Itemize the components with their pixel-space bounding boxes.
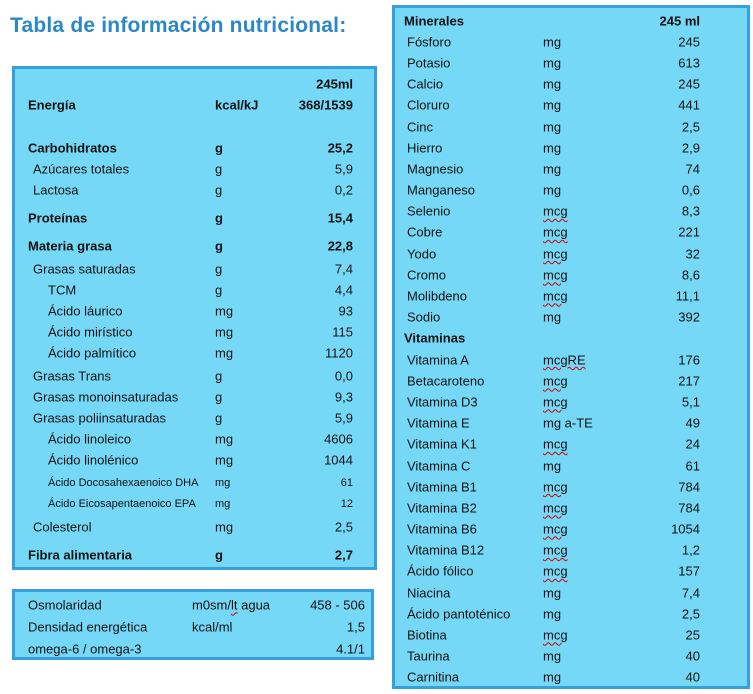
row-label: Vitamina C xyxy=(407,458,471,474)
row-value: 1054 xyxy=(671,521,700,537)
row-unit: kcal/kJ xyxy=(215,97,259,112)
row-unit: mg xyxy=(215,324,234,339)
main-table-rows xyxy=(15,94,374,565)
table-row xyxy=(395,116,747,137)
row-unit: g xyxy=(215,238,223,253)
row-unit: mg xyxy=(215,345,234,360)
table-row xyxy=(395,285,747,306)
table-row xyxy=(395,52,747,73)
row-unit: mcgRE xyxy=(543,352,586,368)
table-row xyxy=(15,428,374,449)
row-label: Fósforo xyxy=(407,34,452,50)
row-unit: mg xyxy=(543,55,562,71)
table-row xyxy=(15,638,371,660)
row-unit: mcg xyxy=(543,479,568,495)
row-value: 2,9 xyxy=(681,140,700,156)
row-value: 0,2 xyxy=(334,182,353,197)
row-unit: mg xyxy=(543,585,562,601)
row-label: Vitamina B6 xyxy=(407,521,477,537)
row-value: 245 xyxy=(678,76,700,92)
row-value: 2,5 xyxy=(681,606,700,622)
row-label: Vitamina B1 xyxy=(407,479,477,495)
row-label: Hierro xyxy=(407,140,443,156)
row-unit: mcg xyxy=(543,203,568,219)
row-label: Ácido palmítico xyxy=(48,345,137,360)
row-label: Magnesio xyxy=(407,161,464,177)
row-value: 0,0 xyxy=(334,368,353,383)
row-label: Calcio xyxy=(407,76,444,92)
row-label: Cobre xyxy=(407,224,443,240)
main-nutrition-table xyxy=(12,66,377,570)
row-unit: mg xyxy=(215,476,231,489)
row-label: Ácido Docosahexaenoico DHA xyxy=(48,476,199,489)
row-label: Fibra alimentaria xyxy=(28,547,133,562)
table-row xyxy=(395,667,747,688)
table-row xyxy=(395,74,747,95)
table-row xyxy=(395,561,747,582)
row-value: 49 xyxy=(685,415,700,431)
table-row xyxy=(15,300,374,321)
table-row xyxy=(15,342,374,363)
row-unit: mcg xyxy=(543,394,568,410)
row-unit: mg xyxy=(215,519,234,534)
row-value: 784 xyxy=(678,479,700,495)
table-row xyxy=(15,365,374,386)
row-value: 5,9 xyxy=(334,161,353,176)
row-label: Lactosa xyxy=(33,182,79,197)
row-label: Vitamina B2 xyxy=(407,500,477,516)
row-label: Ácido linolénico xyxy=(48,452,139,467)
row-label: Densidad energética xyxy=(28,619,148,635)
row-unit: mcg xyxy=(543,521,568,537)
row-value: 2,5 xyxy=(334,519,353,534)
minerals-vitamins-table xyxy=(392,5,750,689)
row-value: 7,4 xyxy=(681,585,700,601)
row-value: 392 xyxy=(678,309,700,325)
table-row xyxy=(15,594,371,616)
row-unit: mg xyxy=(215,431,234,446)
row-label: Cromo xyxy=(407,267,447,283)
row-label: Vitamina B12 xyxy=(407,542,485,558)
row-unit: g xyxy=(215,182,223,197)
row-label: Proteínas xyxy=(28,210,88,225)
table-row xyxy=(395,603,747,624)
row-value: 613 xyxy=(678,55,700,71)
row-value: 458 - 506 xyxy=(310,597,365,613)
row-unit: g xyxy=(215,547,223,562)
row-value: 115 xyxy=(332,324,353,339)
row-unit: mg xyxy=(543,669,562,685)
row-value: 32 xyxy=(685,246,700,262)
row-unit: mg xyxy=(543,140,562,156)
table-row xyxy=(395,646,747,667)
table-row xyxy=(15,407,374,428)
row-value: 1,2 xyxy=(681,542,700,558)
table-row xyxy=(395,95,747,116)
row-unit: mg xyxy=(543,182,562,198)
row-label: Carbohidratos xyxy=(28,140,117,155)
row-unit: mg xyxy=(543,309,562,325)
row-unit: mcg xyxy=(543,373,568,389)
row-label: Vitamina D3 xyxy=(407,394,478,410)
row-label: Vitamina K1 xyxy=(407,436,477,452)
table-header-row xyxy=(15,73,374,94)
table-row xyxy=(395,264,747,285)
row-value: 8,3 xyxy=(681,203,700,219)
row-unit: mg xyxy=(543,648,562,664)
row-label: Ácido pantoténico xyxy=(407,606,511,622)
row-label: Cinc xyxy=(407,119,434,135)
row-unit: mcg xyxy=(543,288,568,304)
table-row xyxy=(15,321,374,342)
row-label: Yodo xyxy=(407,246,437,262)
row-unit: mcg xyxy=(543,436,568,452)
row-value: 441 xyxy=(678,97,700,113)
row-label: TCM xyxy=(48,282,77,297)
row-value: 245 xyxy=(678,34,700,50)
row-unit: mg xyxy=(543,34,562,50)
row-label: Cloruro xyxy=(407,97,450,113)
table-row xyxy=(395,31,747,52)
table-row xyxy=(395,137,747,158)
row-unit: g xyxy=(215,261,223,276)
table-row xyxy=(395,349,747,370)
row-label: Molibdeno xyxy=(407,288,467,304)
row-value: 221 xyxy=(678,224,700,240)
row-value: 4,4 xyxy=(334,282,353,297)
osmolarity-table xyxy=(12,589,374,660)
page-title: Tabla de información nutricional: xyxy=(10,14,347,37)
row-unit: g xyxy=(215,368,223,383)
table-row xyxy=(395,180,747,201)
table-row xyxy=(15,516,374,537)
table-row xyxy=(395,540,747,561)
table-row xyxy=(15,235,374,256)
row-value: 61 xyxy=(685,458,700,474)
table-row xyxy=(395,307,747,328)
row-value: 11,1 xyxy=(675,288,700,304)
row-label: Ácido fólico xyxy=(407,563,474,579)
row-value: 176 xyxy=(678,352,700,368)
row-label: Grasas Trans xyxy=(33,368,112,383)
row-value: 1,5 xyxy=(346,619,365,635)
table-row xyxy=(395,434,747,455)
row-value: 1120 xyxy=(325,345,353,360)
row-label: Vitamina A xyxy=(407,352,469,368)
table-row xyxy=(395,201,747,222)
row-value: 4.1/1 xyxy=(336,641,365,657)
unit-prefix: m0sm/ xyxy=(192,597,231,613)
row-label: Ácido láurico xyxy=(48,303,123,318)
table-row xyxy=(15,137,374,158)
row-value: 5,1 xyxy=(681,394,700,410)
row-unit: mg xyxy=(543,76,562,92)
table-row xyxy=(15,158,374,179)
row-label: Niacina xyxy=(407,585,451,601)
row-label: Carnitina xyxy=(407,669,460,685)
row-value: 157 xyxy=(678,563,700,579)
row-label: Energía xyxy=(28,97,76,112)
row-unit: mcg xyxy=(543,542,568,558)
unit-misspelled-word: lt xyxy=(231,597,238,613)
row-value: 4606 xyxy=(324,431,353,446)
row-unit: mcg xyxy=(543,563,568,579)
row-unit: mg a-TE xyxy=(543,415,593,431)
table-row xyxy=(395,582,747,603)
right-table-rows xyxy=(395,10,747,688)
row-unit: mcg xyxy=(543,246,568,262)
serving-size-header: 245ml xyxy=(316,76,353,91)
row-unit: g xyxy=(215,282,223,297)
table-row xyxy=(15,386,374,407)
row-value: 25,2 xyxy=(327,140,353,155)
row-unit: mg xyxy=(543,161,562,177)
row-label: Biotina xyxy=(407,627,447,643)
row-unit: mg xyxy=(215,497,231,510)
row-value: 12 xyxy=(340,497,353,510)
row-value: 9,3 xyxy=(334,389,353,404)
row-value: 368/1539 xyxy=(298,97,353,112)
row-value: 217 xyxy=(678,373,700,389)
row-unit: mg xyxy=(543,97,562,113)
row-value: 25 xyxy=(685,627,700,643)
table-row xyxy=(15,258,374,279)
table-row xyxy=(395,243,747,264)
table-row xyxy=(15,472,374,493)
row-value: 40 xyxy=(685,669,700,685)
row-value: 40 xyxy=(685,648,700,664)
row-value: 61 xyxy=(340,476,353,489)
table-row xyxy=(15,493,374,514)
table-row xyxy=(395,328,747,349)
row-value: 24 xyxy=(685,436,700,452)
row-value: 22,8 xyxy=(327,238,353,253)
row-label: omega-6 / omega-3 xyxy=(28,641,142,657)
table-row xyxy=(15,449,374,470)
table-row xyxy=(15,179,374,200)
table-row xyxy=(395,476,747,497)
row-label: Osmolaridad xyxy=(28,597,102,613)
table-row xyxy=(395,519,747,540)
row-value: 7,4 xyxy=(334,261,353,276)
row-value: 2,5 xyxy=(681,119,700,135)
table-row xyxy=(395,624,747,645)
row-label: Azúcares totales xyxy=(33,161,130,176)
row-label: Grasas poliinsaturadas xyxy=(33,410,166,425)
row-unit: g xyxy=(215,210,223,225)
row-unit: g xyxy=(215,389,223,404)
row-value: 0,6 xyxy=(681,182,700,198)
row-label: Vitamina E xyxy=(407,415,470,431)
row-unit: mcg xyxy=(543,627,568,643)
row-label: Taurina xyxy=(407,648,450,664)
row-value: 93 xyxy=(338,303,353,318)
row-unit: mcg xyxy=(543,267,568,283)
table-row xyxy=(15,616,371,638)
row-label: Sodio xyxy=(407,309,441,325)
table-row xyxy=(15,279,374,300)
row-value: 245 ml xyxy=(659,13,700,29)
table-row xyxy=(395,391,747,412)
row-unit: mg xyxy=(543,458,562,474)
table-row xyxy=(15,94,374,115)
row-label: Materia grasa xyxy=(28,238,112,253)
row-label: Ácido Eicosapentaenoico EPA xyxy=(48,497,196,510)
row-unit: g xyxy=(215,140,223,155)
table-row xyxy=(395,455,747,476)
row-value: 5,9 xyxy=(334,410,353,425)
row-label: Selenio xyxy=(407,203,451,219)
table-row xyxy=(395,370,747,391)
row-label: Ácido mirístico xyxy=(48,324,133,339)
row-unit: mcg xyxy=(543,224,568,240)
row-label: Grasas monoinsaturadas xyxy=(33,389,179,404)
row-value: 2,7 xyxy=(334,547,353,562)
table-row xyxy=(395,413,747,434)
row-unit: mg xyxy=(543,606,562,622)
row-label: Betacaroteno xyxy=(407,373,485,389)
row-unit: g xyxy=(215,410,223,425)
row-unit: mg xyxy=(215,452,234,467)
row-value: 784 xyxy=(678,500,700,516)
unit-suffix: agua xyxy=(237,597,271,613)
bottom-table-rows xyxy=(15,594,371,660)
row-unit xyxy=(192,598,270,613)
row-value: 1044 xyxy=(324,452,353,467)
row-label: Minerales xyxy=(404,13,464,29)
row-value: 74 xyxy=(685,161,700,177)
row-unit: kcal/ml xyxy=(192,619,233,635)
table-row xyxy=(395,10,747,31)
row-label: Grasas saturadas xyxy=(33,261,136,276)
table-row xyxy=(15,207,374,228)
table-row xyxy=(395,222,747,243)
row-label: Manganeso xyxy=(407,182,475,198)
table-row xyxy=(15,544,374,565)
table-row xyxy=(395,497,747,518)
row-value: 8,6 xyxy=(681,267,700,283)
row-label: Ácido linoleico xyxy=(48,431,132,446)
row-unit: g xyxy=(215,161,223,176)
row-label: Potasio xyxy=(407,55,451,71)
row-label: Vitaminas xyxy=(404,330,466,346)
row-unit: mg xyxy=(543,119,562,135)
table-row xyxy=(395,158,747,179)
row-label: Colesterol xyxy=(33,519,92,534)
row-value: 15,4 xyxy=(327,210,353,225)
row-unit: mg xyxy=(215,303,234,318)
row-unit: mcg xyxy=(543,500,568,516)
